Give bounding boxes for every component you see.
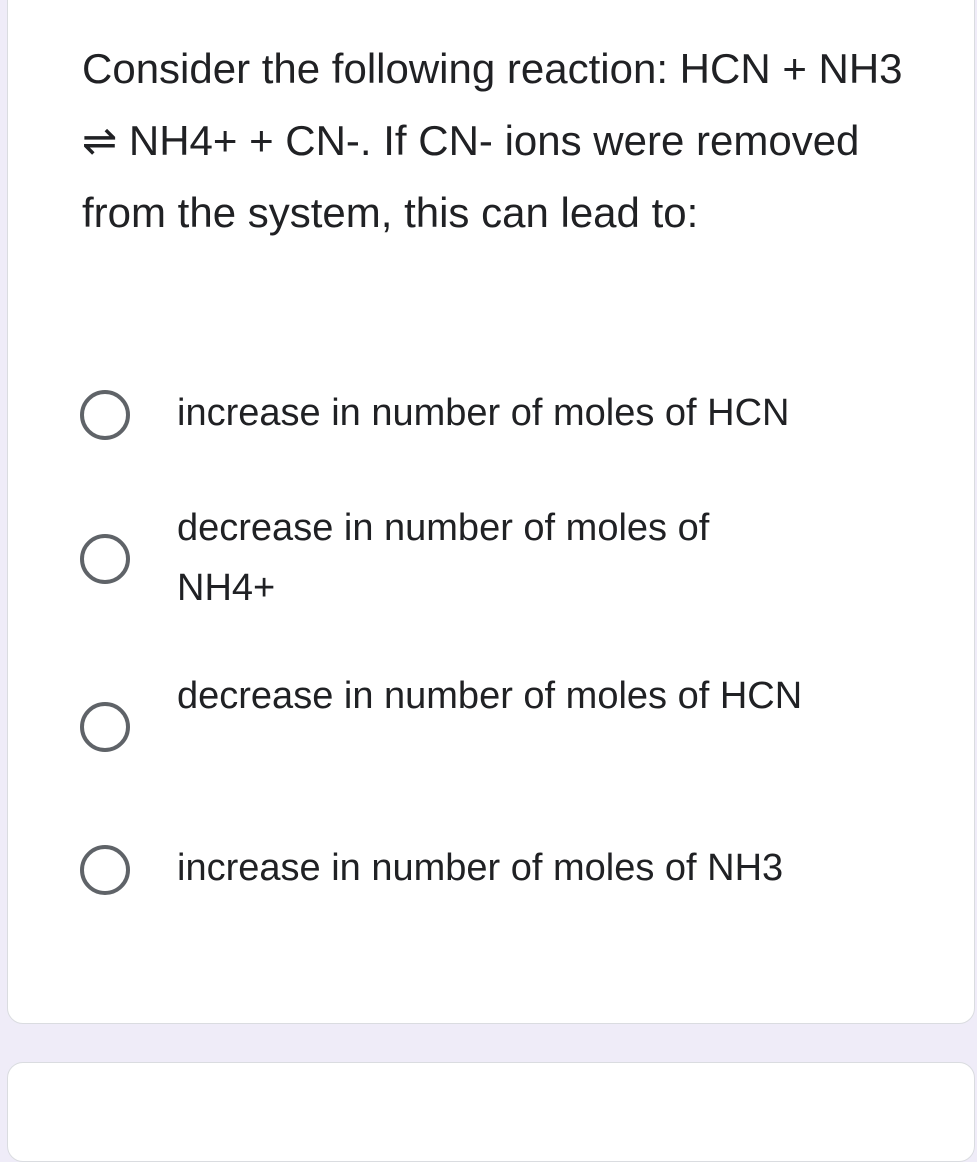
option-decrease-nh4[interactable] [80, 496, 940, 616]
question-card [7, 0, 975, 1024]
option-increase-nh3[interactable] [80, 838, 940, 908]
option-label: decrease in number of moles of HCN [177, 675, 803, 717]
next-question-card [7, 1062, 975, 1162]
option-increase-hcn[interactable] [80, 383, 940, 453]
radio-button[interactable] [80, 534, 130, 584]
option-label: increase in number of moles of HCN [177, 392, 790, 434]
radio-button[interactable] [80, 390, 130, 440]
radio-button[interactable] [80, 845, 130, 895]
option-decrease-hcn[interactable] [80, 664, 940, 784]
option-label: increase in number of moles of NH3 [177, 847, 784, 889]
option-label: decrease in number of moles of NH4+ [177, 507, 710, 609]
question-text: Consider the following reaction: HCN + NH3 ⇌ NH4+ + CN-. If CN- ions were removed from the system, this can lead to: [82, 45, 903, 236]
radio-button[interactable] [80, 702, 130, 752]
